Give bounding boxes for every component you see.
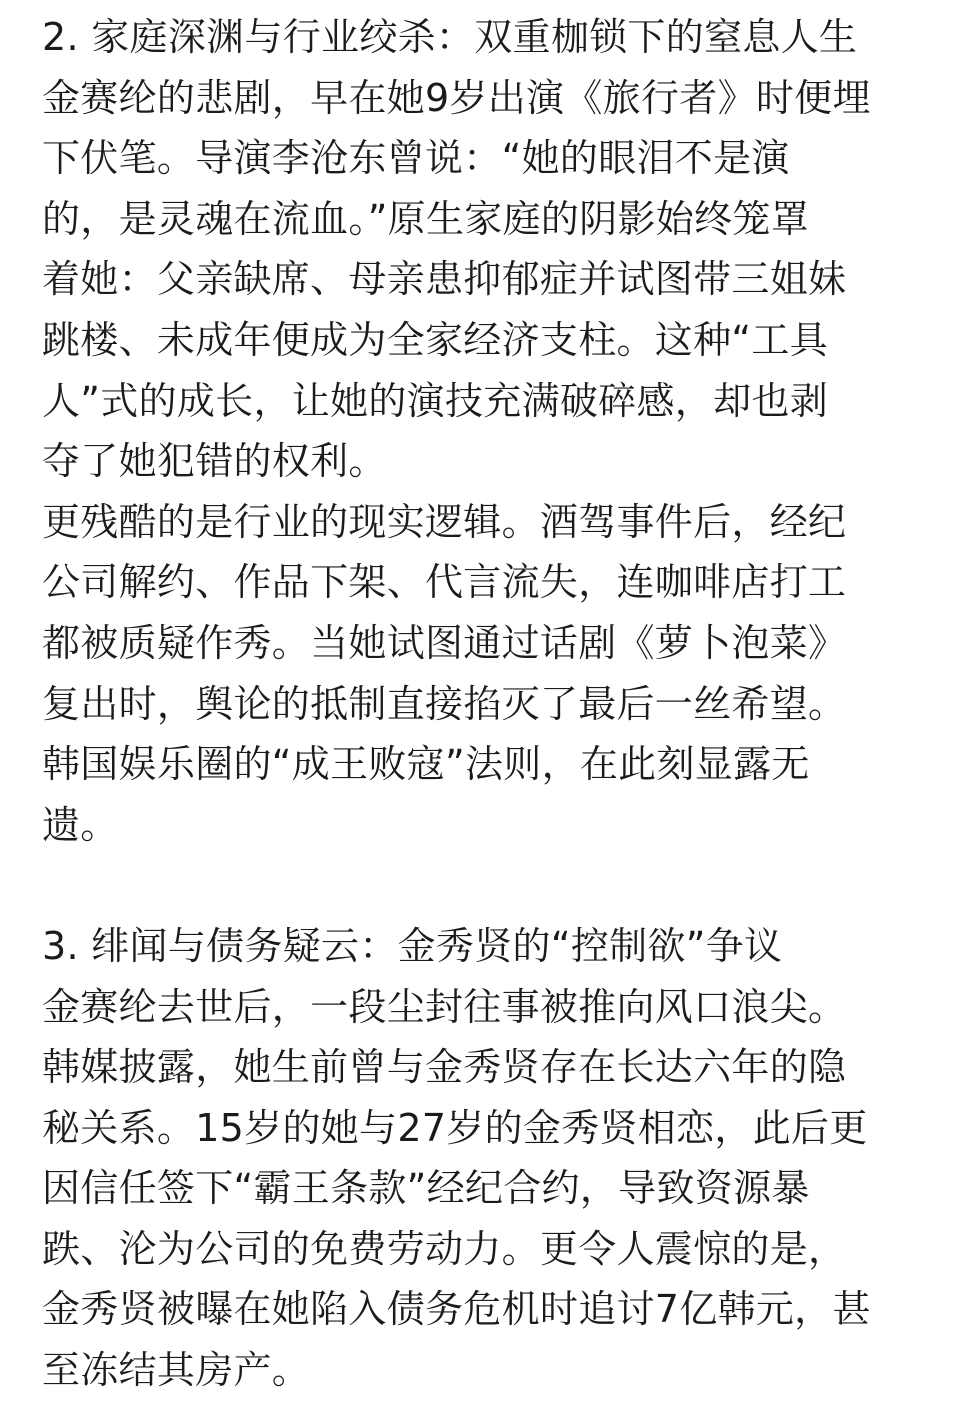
text-line: 都被质疑作秀。当她试图通过话剧《萝卜泡菜》 — [42, 620, 847, 665]
text-line: 跳楼、未成年便成为全家经济支柱。这种“工具 — [42, 317, 828, 362]
article-body — [42, 7, 922, 1401]
text-line: 遗。 — [42, 802, 119, 847]
section-3 — [42, 916, 922, 1401]
text-line: 金秀贤被曝在她陷入债务危机时追讨7亿韩元，甚 — [42, 1287, 871, 1332]
text-line: 着她：父亲缺席、母亲患抑郁症并试图带三姐妹 — [42, 257, 847, 302]
text-line: 至冻结其房产。 — [42, 1348, 311, 1393]
paragraph — [42, 68, 922, 492]
text-line: 金赛纶的悲剧，早在她9岁出演《旅行者》时便埋 — [42, 75, 871, 120]
section-heading: 2. 家庭深渊与行业绞杀：双重枷锁下的窒息人生 — [42, 15, 858, 59]
text-line: 更残酷的是行业的现实逻辑。酒驾事件后，经纪 — [42, 499, 847, 544]
text-line: 秘关系。15岁的她与27岁的金秀贤相恋，此后更 — [42, 1105, 868, 1150]
paragraph — [42, 977, 922, 1401]
text-line: 下伏笔。导演李沧东曾说：“她的眼泪不是演 — [42, 136, 790, 181]
text-line: 复出时，舆论的抵制直接掐灭了最后一丝希望。 — [42, 681, 847, 726]
paragraph — [42, 492, 922, 916]
text-line: 人”式的成长，让她的演技充满破碎感，却也剥 — [42, 378, 828, 423]
text-line: 公司解约、作品下架、代言流失，连咖啡店打工 — [42, 560, 847, 605]
text-line: 因信任签下“霸王条款”经纪合约，导致资源暴 — [42, 1166, 810, 1211]
text-line: 金赛纶去世后，一段尘封往事被推向风口浪尖。 — [42, 984, 847, 1029]
text-line — [42, 855, 922, 916]
text-line: 韩媒披露，她生前曾与金秀贤存在长达六年的隐 — [42, 1045, 847, 1090]
section-2 — [42, 7, 922, 916]
section-heading: 3. 绯闻与债务疑云：金秀贤的“控制欲”争议 — [42, 923, 783, 968]
text-line: 的，是灵魂在流血。”原生家庭的阴影始终笼罩 — [42, 196, 809, 241]
text-line: 跌、沦为公司的免费劳动力。更令人震惊的是， — [42, 1226, 847, 1271]
text-line: 韩国娱乐圈的“成王败寇”法则，在此刻显露无 — [42, 742, 810, 787]
text-line: 夺了她犯错的权利。 — [42, 439, 387, 484]
